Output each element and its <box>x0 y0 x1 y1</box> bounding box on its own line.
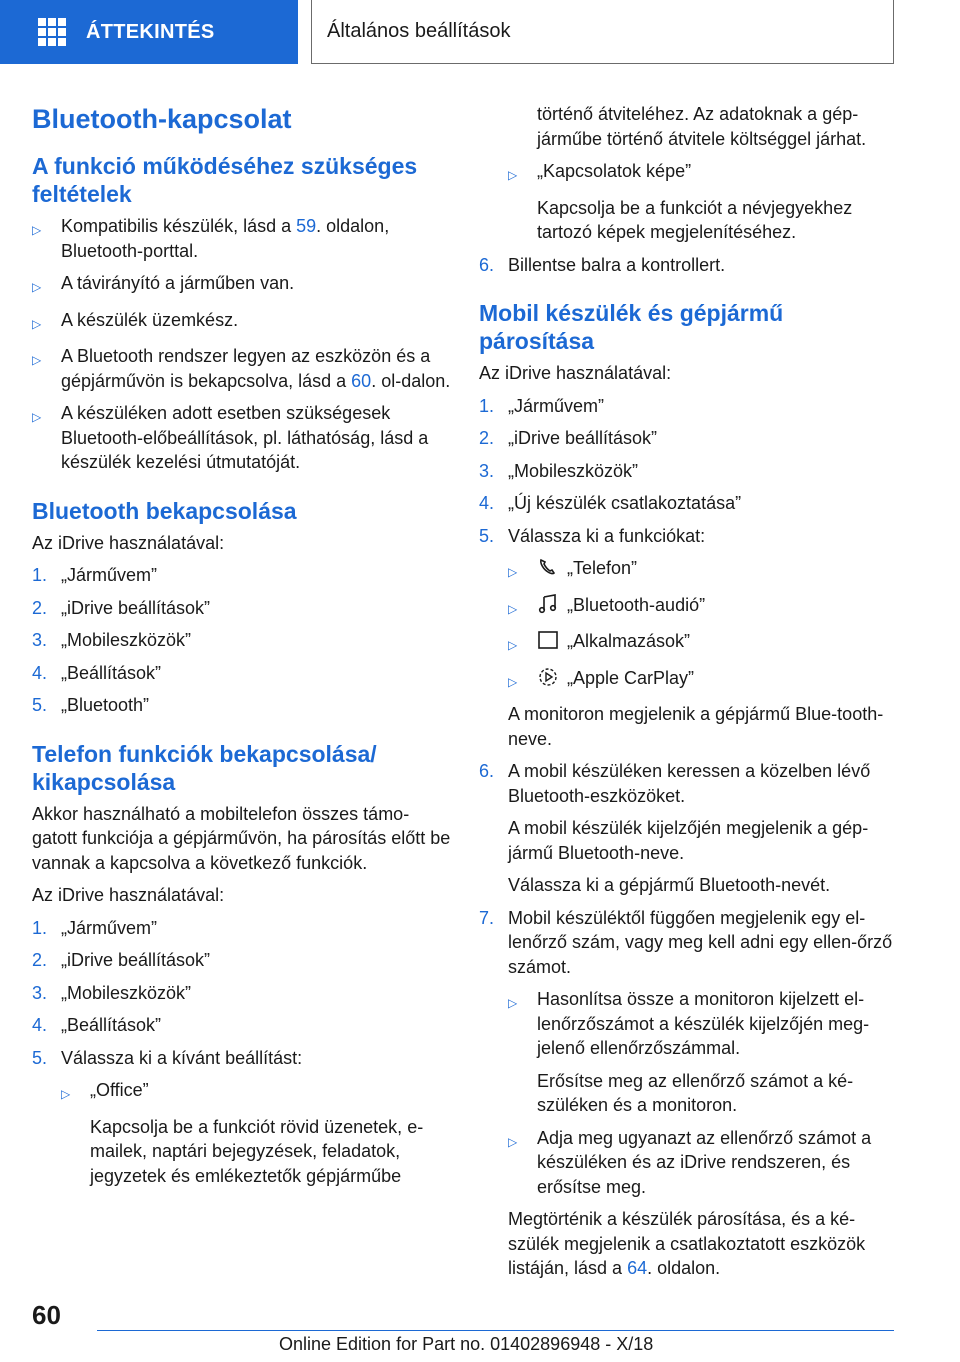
list-item: 1. „Járművem” <box>32 917 158 938</box>
list-item: ▷ „Telefon” <box>508 556 899 585</box>
intro-text: Az iDrive használatával: <box>32 532 225 553</box>
list-item: 1. „Járművem” <box>32 565 158 585</box>
list-item: ▷ „Apple CarPlay” <box>508 666 899 695</box>
office-description-continued: történő átviteléhez. Az adatoknak a gép-járműbe történő átvitele költséggel járhat. <box>537 104 867 149</box>
final-note: Megtörténik a készülék párosítása, és a ké-szülék megjelenik a csatlakoztatott eszközök listáján, lásd a 64. oldalon. <box>508 1209 866 1278</box>
page-number: 60 <box>32 1300 61 1330</box>
list-item: ▷ Kompatibilis készülék, lásd a 59. oldalon, Bluetooth-porttal. <box>32 216 390 261</box>
page-link[interactable]: 59 <box>296 216 317 236</box>
intro-text: Az iDrive használatával: <box>32 885 225 905</box>
list-item: ▷ A Bluetooth rendszer legyen az eszközön és a gépjárművön is bekapcsolva, lásd a 60. ol-dalon. <box>32 346 451 391</box>
monitor-note: A monitoron megjelenik a gépjármű Blue-tooth-neve. <box>508 704 884 749</box>
list-item: ▷ „Office” <box>61 1078 452 1107</box>
triangle-bullet-icon: ▷ <box>32 410 42 424</box>
page-title: Bluetooth-kapcsolat <box>32 104 292 134</box>
triangle-bullet-icon: ▷ <box>508 1134 518 1149</box>
list-item: 4. „Új készülék csatlakoztatása” <box>479 493 742 513</box>
footer-edition: Online Edition for Part no. 01402896948 - X/18 <box>279 1334 654 1354</box>
list-item: 1. „Járművem” <box>479 395 605 416</box>
list-item: ▷ A távirányító a járműben van. <box>32 271 452 300</box>
list-item: ▷ Hasonlítsa össze a monitoron kijelzett el-lenőrzőszámot a készülék kijelzőjén meg-jelenő ellenőrzőszámmal. <box>508 989 870 1058</box>
page-link[interactable]: 60 <box>351 370 372 391</box>
triangle-bullet-icon: ▷ <box>508 601 518 616</box>
triangle-bullet-icon: ▷ <box>508 565 518 579</box>
list-item: 3. „Mobileszközök” <box>479 460 639 481</box>
list-item: ▷ A készüléken adott esetben szükségesek Bluetooth-előbeállítások, pl. láthatóság, lásd a készülék kezelési útmutatóját. <box>32 403 429 472</box>
intro-text: Az iDrive használatával: <box>479 363 672 383</box>
section-tab-label: ÁTTEKINTÉS <box>86 20 215 43</box>
section-heading-bluetooth-on: Bluetooth bekapcsolása <box>32 497 297 524</box>
list-item: 7. Mobil készüléktől függően megjelenik egy el-lenőrző szám, vagy meg kell adni egy ellen-őrző számot. <box>479 907 893 977</box>
list-item: 6. Billentse balra a kontrollert. <box>479 254 726 275</box>
section-heading-pairing: Mobil készülék és gépjármű párosítása <box>479 300 784 354</box>
triangle-bullet-icon: ▷ <box>32 316 42 331</box>
section-tab-overview[interactable] <box>0 0 298 64</box>
triangle-bullet-icon: ▷ <box>508 996 518 1010</box>
triangle-bullet-icon: ▷ <box>508 168 518 182</box>
list-item: 3. „Mobileszközök” <box>32 630 192 650</box>
breadcrumb-label: Általános beállítások <box>327 20 511 42</box>
list-item: 4. „Beállítások” <box>32 662 162 683</box>
list-item: 5. „Bluetooth” <box>32 695 150 715</box>
apps-square-icon <box>537 630 559 650</box>
list-item: 2. „iDrive beállítások” <box>479 428 658 448</box>
list-item: ▷ „Kapcsolatok képe” <box>508 159 899 188</box>
triangle-bullet-icon: ▷ <box>32 280 42 294</box>
list-item: 2. „iDrive beállítások” <box>32 950 211 970</box>
section-heading-requirements: A funkció működéséhez szükséges feltételek <box>32 153 418 207</box>
list-item: ▷ A készülék üzemkész. <box>32 308 452 337</box>
list-item: 5. Válassza ki a funkciókat: <box>479 525 706 546</box>
triangle-bullet-icon: ▷ <box>508 674 518 689</box>
footer-divider <box>97 1330 894 1331</box>
list-item: 6. A mobil készüléken keressen a közelben lévő Bluetooth-eszközöket. <box>479 761 871 806</box>
list-item: ▷ „Bluetooth-audió” <box>508 593 899 622</box>
triangle-bullet-icon: ▷ <box>32 353 42 367</box>
carplay-play-icon <box>537 667 559 687</box>
office-description: Kapcsolja be a funkciót rövid üzenetek, e-mailek, naptári bejegyzések, feladatok, jegyzetek és emlékeztetők gépjárműbe <box>90 1116 424 1186</box>
grid-menu-icon <box>38 18 66 46</box>
list-item: ▷ Adja meg ugyanazt az ellenőrző számot a készüléken és az iDrive rendszeren, és erősítse meg. <box>508 1127 872 1197</box>
body-paragraph: Akkor használható a mobiltelefon összes támo-gatott funkciója a gépjárművön, ha párosítás előtt be vannak a kapcsolva a következő funkciók. <box>32 803 451 873</box>
section-heading-phone-functions: Telefon funkciók bekapcsolása/ kikapcsolása <box>32 740 377 795</box>
phone-icon <box>537 557 559 577</box>
list-item: 4. „Beállítások” <box>32 1015 162 1035</box>
step-note: Válassza ki a gépjármű Bluetooth-nevét. <box>508 875 831 895</box>
breadcrumb[interactable] <box>311 0 894 64</box>
music-note-icon <box>537 594 559 614</box>
left-column <box>32 100 452 1196</box>
triangle-bullet-icon: ▷ <box>61 1087 71 1101</box>
step-note: A mobil készülék kijelzőjén megjelenik a gép-jármű Bluetooth-neve. <box>508 818 869 863</box>
triangle-bullet-icon: ▷ <box>508 638 518 652</box>
list-item: 3. „Mobileszközök” <box>32 982 192 1003</box>
step-note: Erősítse meg az ellenőrző számot a ké-szüléken és a monitoron. <box>537 1070 854 1115</box>
list-item: 2. „iDrive beállítások” <box>32 597 211 618</box>
list-item: 5. Válassza ki a kívánt beállítást: <box>32 1047 303 1068</box>
page-link[interactable]: 64 <box>627 1258 648 1278</box>
right-column <box>479 102 899 1289</box>
triangle-bullet-icon: ▷ <box>32 223 42 237</box>
contacts-description: Kapcsolja be a funkciót a névjegyekhez tartozó képek megjelenítéséhez. <box>537 197 853 242</box>
list-item: ▷ „Alkalmazások” <box>508 629 899 658</box>
